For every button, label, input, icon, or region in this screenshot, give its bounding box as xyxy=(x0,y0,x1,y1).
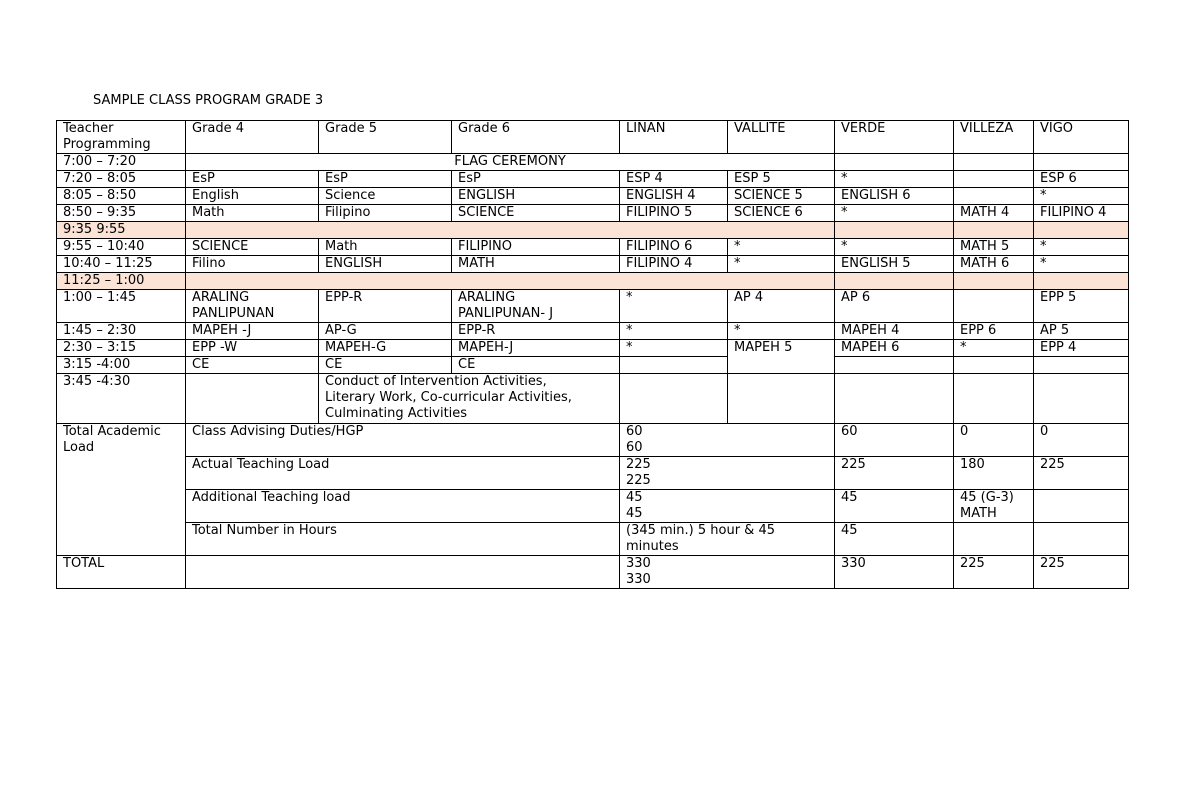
table-cell: ESP 6 xyxy=(1034,171,1129,188)
table-cell: FILIPINO 4 xyxy=(620,256,728,273)
table-cell: ENGLISH 5 xyxy=(835,256,954,273)
table-row xyxy=(57,374,1129,424)
table-cell: AP 5 xyxy=(1034,323,1129,340)
totals-row-label: Total Number in Hours xyxy=(186,523,620,556)
header-row xyxy=(57,121,1129,154)
table-cell: AP 4 xyxy=(728,290,835,323)
table-cell: CE xyxy=(186,357,319,374)
table-cell: MATH 5 xyxy=(954,239,1034,256)
totals-cell: (345 min.) 5 hour & 45 minutes xyxy=(620,523,835,556)
totals-cell: 225 xyxy=(835,457,954,490)
table-cell xyxy=(186,556,620,589)
totals-cell: 45 xyxy=(835,490,954,523)
table-cell: MATH 6 xyxy=(954,256,1034,273)
total-academic-load-label: Total Academic Load xyxy=(57,424,186,556)
table-row xyxy=(57,205,1129,222)
table-cell xyxy=(954,154,1034,171)
table-cell: FILIPINO 5 xyxy=(620,205,728,222)
totals-cell: 45 xyxy=(835,523,954,556)
table-cell: MATH xyxy=(452,256,620,273)
table-cell: * xyxy=(835,171,954,188)
totals-cell: 225 xyxy=(1034,556,1129,589)
table-cell: CE xyxy=(319,357,452,374)
table-cell: ENGLISH xyxy=(452,188,620,205)
table-cell: Science xyxy=(319,188,452,205)
table-cell: MAPEH 6 xyxy=(835,340,954,357)
table-cell: EPP-R xyxy=(452,323,620,340)
totals-cell xyxy=(954,523,1034,556)
table-cell: MAPEH -J xyxy=(186,323,319,340)
table-cell xyxy=(620,374,728,424)
table-cell: MAPEH 4 xyxy=(835,323,954,340)
time-cell: 1:45 – 2:30 xyxy=(57,323,186,340)
table-cell: AP-G xyxy=(319,323,452,340)
table-cell: ESP 4 xyxy=(620,171,728,188)
table-row xyxy=(57,323,1129,340)
table-cell xyxy=(954,290,1034,323)
table-cell: SCIENCE 5 xyxy=(728,188,835,205)
totals-row-label: Actual Teaching Load xyxy=(186,457,620,490)
table-cell xyxy=(954,171,1034,188)
totals-row xyxy=(57,457,1129,490)
table-cell: English xyxy=(186,188,319,205)
table-cell xyxy=(620,357,728,374)
table-cell: EPP -W xyxy=(186,340,319,357)
table-cell: * xyxy=(620,290,728,323)
table-cell: * xyxy=(728,256,835,273)
table-cell xyxy=(1034,154,1129,171)
break-cell xyxy=(1034,273,1129,290)
time-cell: 8:50 – 9:35 xyxy=(57,205,186,222)
break-cell xyxy=(954,273,1034,290)
table-cell xyxy=(1034,357,1129,374)
header-cell: Grade 4 xyxy=(186,121,319,154)
table-cell xyxy=(835,374,954,424)
break-row xyxy=(57,273,1129,290)
table-cell: Filino xyxy=(186,256,319,273)
table-cell: FILIPINO 6 xyxy=(620,239,728,256)
table-row xyxy=(57,239,1129,256)
table-row xyxy=(57,357,1129,374)
table-cell: EPP-R xyxy=(319,290,452,323)
totals-cell: 225 xyxy=(1034,457,1129,490)
totals-row xyxy=(57,523,1129,556)
header-cell: Grade 6 xyxy=(452,121,620,154)
table-cell xyxy=(835,154,954,171)
break-cell xyxy=(186,273,835,290)
table-cell: EsP xyxy=(319,171,452,188)
totals-cell: 225 xyxy=(954,556,1034,589)
totals-row xyxy=(57,424,1129,457)
break-cell xyxy=(186,222,835,239)
time-cell: 11:25 – 1:00 xyxy=(57,273,186,290)
table-cell xyxy=(1034,374,1129,424)
table-cell: EPP 4 xyxy=(1034,340,1129,357)
totals-cell xyxy=(1034,523,1129,556)
totals-row xyxy=(57,490,1129,523)
totals-row-label: Class Advising Duties/HGP xyxy=(186,424,620,457)
table-cell xyxy=(835,357,954,374)
table-cell: AP 6 xyxy=(835,290,954,323)
table-row xyxy=(57,340,1129,357)
header-cell: VALLITE xyxy=(728,121,835,154)
totals-cell: 330 xyxy=(835,556,954,589)
table-cell: Math xyxy=(186,205,319,222)
table-row xyxy=(57,154,1129,171)
totals-cell: 0 xyxy=(1034,424,1129,457)
table-cell: MAPEH-J xyxy=(452,340,620,357)
table-cell: * xyxy=(728,323,835,340)
table-cell: * xyxy=(835,239,954,256)
break-cell xyxy=(954,222,1034,239)
table-cell xyxy=(728,374,835,424)
header-cell: LINAN xyxy=(620,121,728,154)
totals-cell: 45 (G-3) MATH xyxy=(954,490,1034,523)
table-cell: ENGLISH xyxy=(319,256,452,273)
break-cell xyxy=(835,222,954,239)
table-cell: SCIENCE xyxy=(186,239,319,256)
time-cell: 8:05 – 8:50 xyxy=(57,188,186,205)
header-cell: VERDE xyxy=(835,121,954,154)
break-cell xyxy=(1034,222,1129,239)
totals-cell: 60 60 xyxy=(620,424,835,457)
table-row xyxy=(57,290,1129,323)
table-cell: ARALING PANLIPUNAN- J xyxy=(452,290,620,323)
break-cell xyxy=(835,273,954,290)
table-cell: ENGLISH 6 xyxy=(835,188,954,205)
table-cell: ARALING PANLIPUNAN xyxy=(186,290,319,323)
time-cell: 3:45 -4:30 xyxy=(57,374,186,424)
table-cell: MAPEH 5 xyxy=(728,340,835,374)
table-cell: EPP 6 xyxy=(954,323,1034,340)
table-cell: Math xyxy=(319,239,452,256)
time-cell: 10:40 – 11:25 xyxy=(57,256,186,273)
table-cell: Filipino xyxy=(319,205,452,222)
time-cell: 3:15 -4:00 xyxy=(57,357,186,374)
totals-cell: 330 330 xyxy=(620,556,835,589)
totals-cell xyxy=(1034,490,1129,523)
table-cell: * xyxy=(1034,239,1129,256)
table-cell: * xyxy=(620,323,728,340)
grand-total-row xyxy=(57,556,1129,589)
table-cell: SCIENCE 6 xyxy=(728,205,835,222)
header-cell: VIGO xyxy=(1034,121,1129,154)
totals-cell: 0 xyxy=(954,424,1034,457)
table-cell: * xyxy=(1034,188,1129,205)
header-cell: Grade 5 xyxy=(319,121,452,154)
table-cell: ESP 5 xyxy=(728,171,835,188)
table-cell: * xyxy=(1034,256,1129,273)
time-cell: 2:30 – 3:15 xyxy=(57,340,186,357)
table-row xyxy=(57,171,1129,188)
table-cell: * xyxy=(954,340,1034,357)
table-cell: EsP xyxy=(186,171,319,188)
grand-total-label: TOTAL xyxy=(57,556,186,589)
table-cell: * xyxy=(728,239,835,256)
totals-cell: 45 45 xyxy=(620,490,835,523)
time-cell: 7:20 – 8:05 xyxy=(57,171,186,188)
intervention-activities-cell: Conduct of Intervention Activities, Literary Work, Co-curricular Activities, Culminating Activities xyxy=(319,374,620,424)
table-cell: FILIPINO xyxy=(452,239,620,256)
totals-cell: 60 xyxy=(835,424,954,457)
time-cell: 7:00 – 7:20 xyxy=(57,154,186,171)
table-cell: ENGLISH 4 xyxy=(620,188,728,205)
totals-row-label: Additional Teaching load xyxy=(186,490,620,523)
table-cell: EPP 5 xyxy=(1034,290,1129,323)
header-cell: Teacher Programming xyxy=(57,121,186,154)
table-cell: MATH 4 xyxy=(954,205,1034,222)
table-cell: CE xyxy=(452,357,620,374)
table-cell: MAPEH-G xyxy=(319,340,452,357)
table-cell: * xyxy=(835,205,954,222)
flag-ceremony-cell: FLAG CEREMONY xyxy=(186,154,835,171)
table-cell xyxy=(954,374,1034,424)
document-title: SAMPLE CLASS PROGRAM GRADE 3 xyxy=(93,93,324,108)
time-cell: 9:55 – 10:40 xyxy=(57,239,186,256)
break-row xyxy=(57,222,1129,239)
table-cell xyxy=(954,188,1034,205)
time-cell: 9:35 9:55 xyxy=(57,222,186,239)
table-cell: SCIENCE xyxy=(452,205,620,222)
table-cell xyxy=(186,374,319,424)
table-cell: FILIPINO 4 xyxy=(1034,205,1129,222)
time-cell: 1:00 – 1:45 xyxy=(57,290,186,323)
table-cell xyxy=(954,357,1034,374)
header-cell: VILLEZA xyxy=(954,121,1034,154)
table-cell: EsP xyxy=(452,171,620,188)
table-cell: * xyxy=(620,340,728,357)
table-row xyxy=(57,256,1129,273)
class-program-table xyxy=(56,120,1129,589)
totals-cell: 225 225 xyxy=(620,457,835,490)
totals-cell: 180 xyxy=(954,457,1034,490)
table-row xyxy=(57,188,1129,205)
